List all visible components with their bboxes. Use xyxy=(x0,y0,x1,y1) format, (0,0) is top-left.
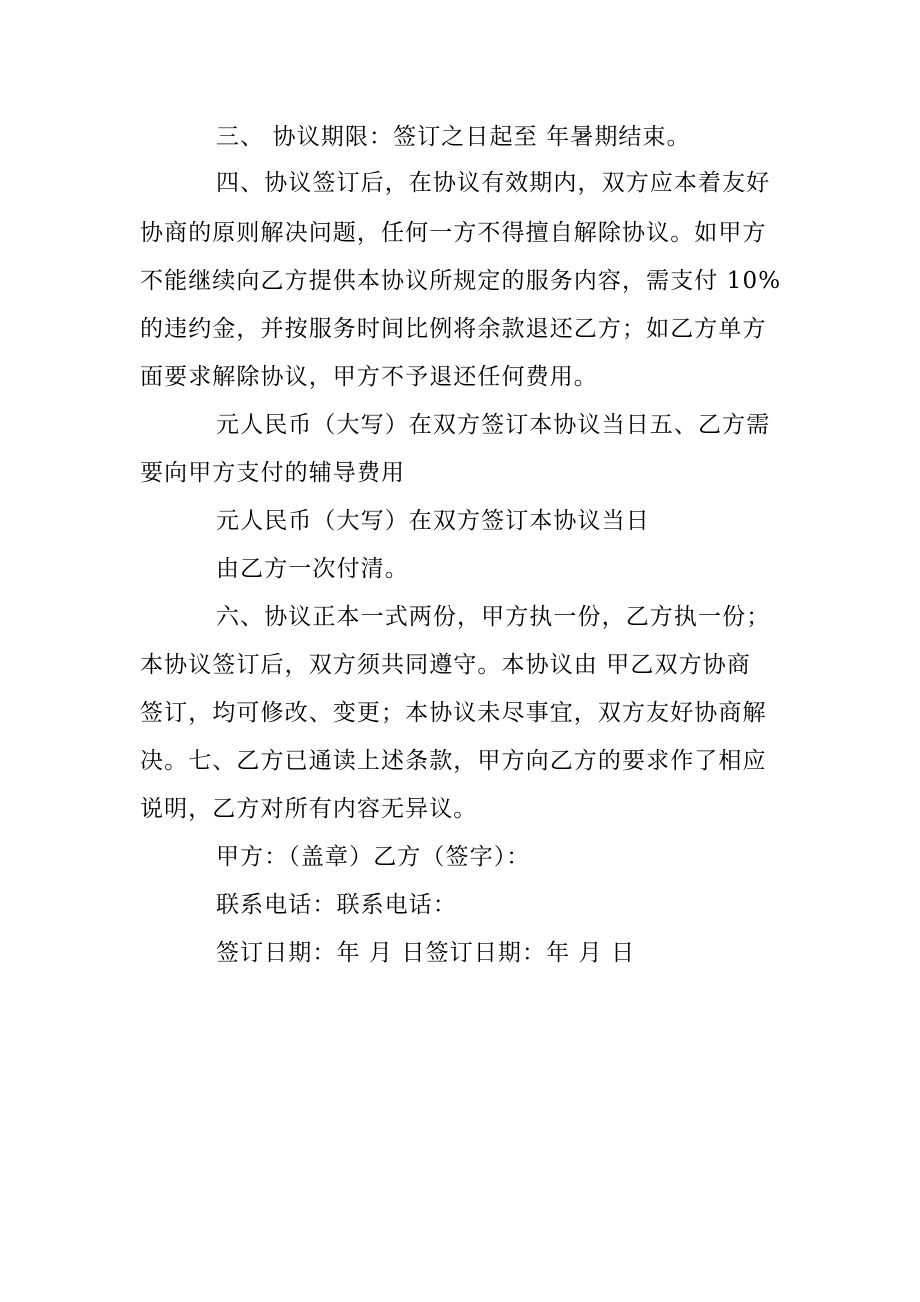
clause-4-line-3: 不能继续向乙方提供本协议所规定的服务内容，需支付 10% xyxy=(140,268,782,294)
clause-6-line-1: 六、协议正本一式两份，甲方执一份，乙方执一份； xyxy=(216,604,771,630)
signature-parties-line: 甲方：（盖章）乙方（签字）： xyxy=(216,844,531,870)
signing-date-line: 签订日期：年 月 日签订日期：年 月 日 xyxy=(216,940,636,966)
clause-7-line-1: 决。七、乙方已通读上述条款，甲方向乙方的要求作了相应 xyxy=(140,748,767,774)
clause-4-line-5: 面要求解除协议，甲方不予退还任何费用。 xyxy=(140,364,598,390)
clause-7-line-2: 说明，乙方对所有内容无异议。 xyxy=(140,796,478,822)
clause-6-line-2: 本协议签订后，双方须共同遵守。本协议由 甲乙双方协商 xyxy=(140,652,751,678)
clause-5-line-2: 要向甲方支付的辅导费用 xyxy=(140,460,406,486)
clause-4-line-2: 协商的原则解决问题，任何一方不得擅自解除协议。如甲方 xyxy=(140,220,767,246)
payment-amount-line: 元人民币（大写）在双方签订本协议当日 xyxy=(216,508,650,534)
clause-5-line-1: 元人民币（大写）在双方签订本协议当日五、乙方需 xyxy=(216,412,771,438)
payment-settlement-line: 由乙方一次付清。 xyxy=(216,556,409,582)
clause-4-line-4: 的违约金，并按服务时间比例将余款退还乙方；如乙方单方 xyxy=(140,316,767,342)
clause-6-line-3: 签订，均可修改、变更；本协议未尽事宜，双方友好协商解 xyxy=(140,700,767,726)
clause-3-term: 三、 协议期限：签订之日起至 年暑期结束。 xyxy=(216,124,691,150)
contact-phone-line: 联系电话：联系电话： xyxy=(216,892,457,918)
clause-4-line-1: 四、协议签订后，在协议有效期内，双方应本着友好 xyxy=(216,170,771,196)
